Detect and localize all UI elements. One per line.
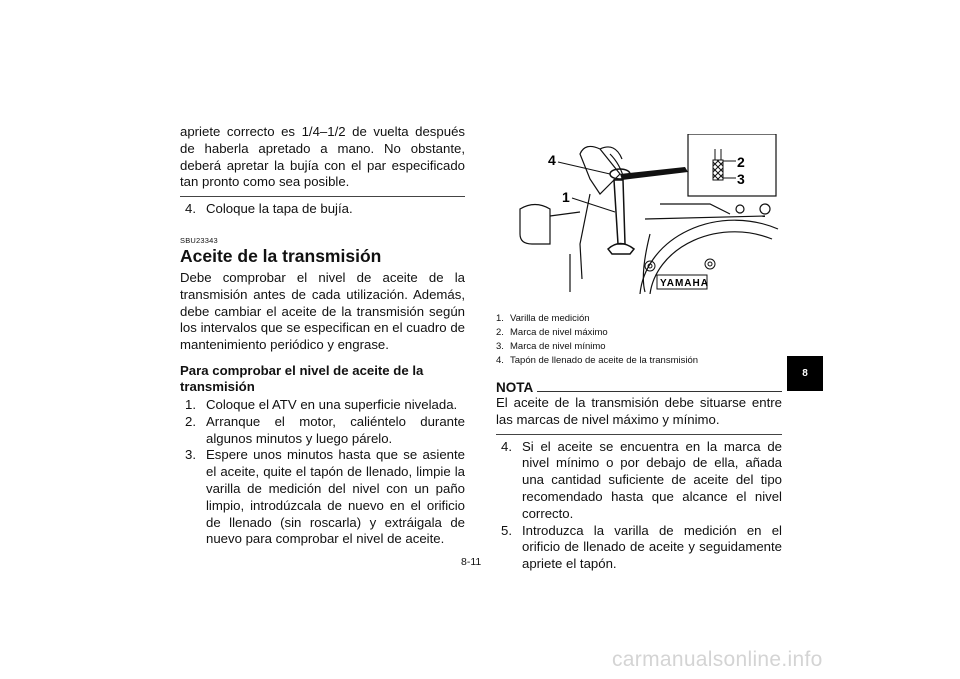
procedure-steps [180, 397, 465, 548]
step-4-right [496, 439, 782, 523]
step-4 [180, 201, 465, 218]
transmission-oil-figure [510, 134, 780, 294]
nota-label: NOTA [496, 380, 534, 395]
yamaha-logo-text: YAMAHA [660, 278, 709, 289]
section-code: SBU23343 [180, 235, 218, 245]
callout-3: 3 [737, 171, 745, 187]
section-heading: Aceite de la transmisión [180, 245, 382, 266]
step-5 [496, 523, 782, 573]
right-column [496, 312, 782, 573]
step-2 [180, 414, 465, 448]
left-column [180, 124, 465, 548]
divider [496, 434, 782, 435]
intro-paragraph: apriete correcto es 1/4–1/2 de vuelta después de haberla apretado a mano. No obstante, deberá apretar la bujía con el par especificado tan pronto como sea posible. [180, 124, 465, 190]
callout-4: 4 [548, 152, 556, 168]
caption-item: 2. Marca de nivel máximo [496, 327, 608, 338]
step-text: Introduzca la varilla de medición en el orificio de llenado de aceite y seguidamente apriete el tapón. [522, 522, 782, 572]
step-text: Coloque la tapa de bujía. [206, 201, 353, 217]
caption-item: 4. Tapón de llenado de aceite de la transmisión [496, 355, 699, 366]
section-body: Debe comprobar el nivel de aceite de la transmisión antes de cada utilización. Además, debe cambiar el aceite de la transmisión según los intervalos que se especifican en el cuadro de mantenimiento periódico y engrase. [180, 269, 465, 353]
nota-text: El aceite de la transmisión debe situarse entre las marcas de nivel máximo y mínimo. [496, 395, 782, 427]
step-text: Si el aceite se encuentra en la marca de nivel mínimo o por debajo de ella, añada una cantidad suficiente de aceite del tipo recomendado hasta que alcance el nivel correcto. [522, 438, 782, 521]
step-number: 2. [185, 413, 196, 429]
step-number: 4. [501, 438, 512, 454]
step-3 [180, 447, 465, 548]
page-number: 8-11 [461, 556, 482, 568]
divider [180, 196, 465, 197]
nota-header [496, 381, 782, 395]
step-text: Coloque el ATV en una superficie nivelada. [206, 396, 458, 412]
chapter-tab: 8 [787, 356, 823, 391]
step-number: 5. [501, 522, 512, 538]
step-number: 1. [185, 396, 196, 412]
caption-item: 3. Marca de nivel mínimo [496, 341, 606, 352]
nota-rule [537, 390, 782, 392]
callout-1: 1 [562, 189, 570, 205]
step-text: Espere unos minutos hasta que se asiente el aceite, quite el tapón de llenado, limpie la varilla de medición del nivel con un paño limpio, introdúzcala de nuevo en el orificio de llenado (sin roscarla) y extráigala de nuevo para comprobar el nivel de aceite. [206, 447, 465, 547]
step-1 [180, 397, 465, 414]
watermark: carmanualsonline.info [612, 648, 823, 671]
step-text: Arranque el motor, caliéntelo durante algunos minutos y luego párelo. [206, 413, 465, 446]
figure-captions [496, 312, 782, 368]
step-number: 4. [185, 201, 196, 217]
step-number: 3. [185, 447, 196, 463]
procedure-subheading: Para comprobar el nivel de aceite de la transmisión [180, 362, 424, 394]
engine-illustration [510, 134, 780, 294]
callout-2: 2 [737, 154, 745, 170]
caption-item: 1. Varilla de medición [496, 313, 590, 324]
